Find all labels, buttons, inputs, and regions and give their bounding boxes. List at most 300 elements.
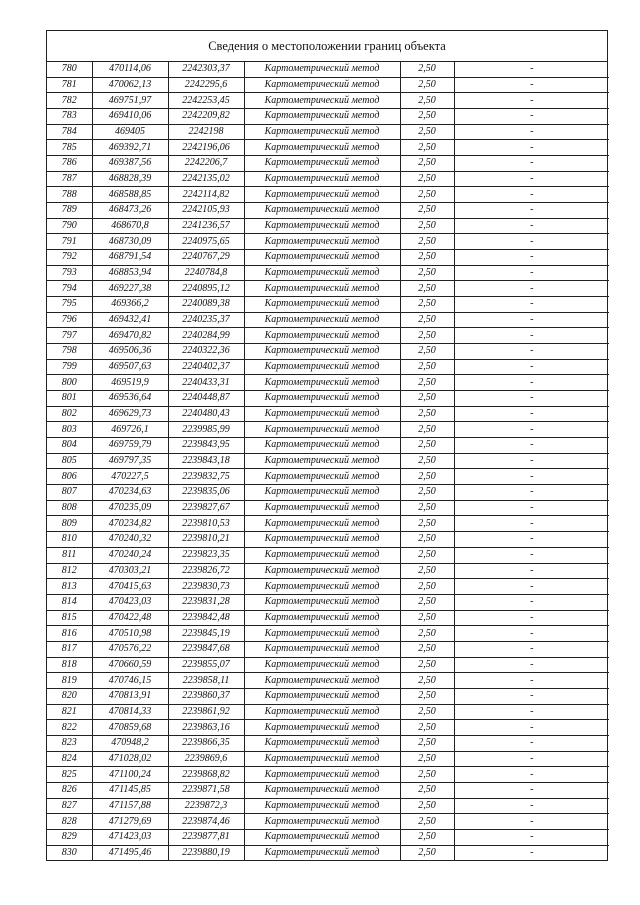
point-number-cell: 815 xyxy=(47,610,92,626)
y-coordinate-cell: 2239877,81 xyxy=(168,829,244,845)
point-number-cell: 799 xyxy=(47,359,92,375)
coordinates-table-body xyxy=(47,62,609,860)
point-number-cell: 806 xyxy=(47,469,92,485)
method-cell: Картометрический метод xyxy=(244,845,400,860)
accuracy-cell: 2,50 xyxy=(400,516,454,532)
accuracy-cell: 2,50 xyxy=(400,93,454,109)
method-cell: Картометрический метод xyxy=(244,563,400,579)
table-row xyxy=(47,782,609,798)
point-number-cell: 787 xyxy=(47,171,92,187)
description-cell: - xyxy=(454,359,609,375)
point-number-cell: 792 xyxy=(47,250,92,266)
accuracy-cell: 2,50 xyxy=(400,735,454,751)
description-cell: - xyxy=(454,563,609,579)
y-coordinate-cell: 2239855,07 xyxy=(168,657,244,673)
x-coordinate-cell: 470746,15 xyxy=(92,673,168,689)
point-number-cell: 814 xyxy=(47,594,92,610)
table-row xyxy=(47,626,609,642)
y-coordinate-cell: 2240480,43 xyxy=(168,406,244,422)
table-row xyxy=(47,281,609,297)
description-cell: - xyxy=(454,751,609,767)
x-coordinate-cell: 470227,5 xyxy=(92,469,168,485)
x-coordinate-cell: 471157,88 xyxy=(92,798,168,814)
accuracy-cell: 2,50 xyxy=(400,140,454,156)
table-row xyxy=(47,829,609,845)
accuracy-cell: 2,50 xyxy=(400,469,454,485)
y-coordinate-cell: 2242253,45 xyxy=(168,93,244,109)
point-number-cell: 827 xyxy=(47,798,92,814)
method-cell: Картометрический метод xyxy=(244,657,400,673)
table-row xyxy=(47,704,609,720)
x-coordinate-cell: 471423,03 xyxy=(92,829,168,845)
table-row xyxy=(47,688,609,704)
accuracy-cell: 2,50 xyxy=(400,375,454,391)
x-coordinate-cell: 468853,94 xyxy=(92,265,168,281)
accuracy-cell: 2,50 xyxy=(400,344,454,360)
point-number-cell: 821 xyxy=(47,704,92,720)
point-number-cell: 811 xyxy=(47,547,92,563)
description-cell: - xyxy=(454,814,609,830)
x-coordinate-cell: 469726,1 xyxy=(92,422,168,438)
y-coordinate-cell: 2239845,19 xyxy=(168,626,244,642)
point-number-cell: 788 xyxy=(47,187,92,203)
x-coordinate-cell: 470813,91 xyxy=(92,688,168,704)
description-cell: - xyxy=(454,344,609,360)
point-number-cell: 780 xyxy=(47,62,92,77)
y-coordinate-cell: 2239847,68 xyxy=(168,641,244,657)
point-number-cell: 789 xyxy=(47,203,92,219)
description-cell: - xyxy=(454,532,609,548)
y-coordinate-cell: 2240433,31 xyxy=(168,375,244,391)
accuracy-cell: 2,50 xyxy=(400,814,454,830)
table-row xyxy=(47,673,609,689)
point-number-cell: 802 xyxy=(47,406,92,422)
y-coordinate-cell: 2239985,99 xyxy=(168,422,244,438)
description-cell: - xyxy=(454,610,609,626)
accuracy-cell: 2,50 xyxy=(400,203,454,219)
table-title: Сведения о местоположении границ объекта xyxy=(47,31,607,62)
x-coordinate-cell: 469392,71 xyxy=(92,140,168,156)
accuracy-cell: 2,50 xyxy=(400,328,454,344)
point-number-cell: 794 xyxy=(47,281,92,297)
accuracy-cell: 2,50 xyxy=(400,156,454,172)
x-coordinate-cell: 468828,39 xyxy=(92,171,168,187)
description-cell: - xyxy=(454,265,609,281)
method-cell: Картометрический метод xyxy=(244,171,400,187)
y-coordinate-cell: 2239868,82 xyxy=(168,767,244,783)
y-coordinate-cell: 2242196,06 xyxy=(168,140,244,156)
description-cell: - xyxy=(454,250,609,266)
point-number-cell: 820 xyxy=(47,688,92,704)
accuracy-cell: 2,50 xyxy=(400,297,454,313)
point-number-cell: 800 xyxy=(47,375,92,391)
accuracy-cell: 2,50 xyxy=(400,438,454,454)
accuracy-cell: 2,50 xyxy=(400,312,454,328)
description-cell: - xyxy=(454,438,609,454)
y-coordinate-cell: 2240895,12 xyxy=(168,281,244,297)
y-coordinate-cell: 2239827,67 xyxy=(168,500,244,516)
method-cell: Картометрический метод xyxy=(244,720,400,736)
x-coordinate-cell: 470240,32 xyxy=(92,532,168,548)
y-coordinate-cell: 2240448,87 xyxy=(168,391,244,407)
x-coordinate-cell: 470415,63 xyxy=(92,579,168,595)
method-cell: Картометрический метод xyxy=(244,673,400,689)
table-row xyxy=(47,171,609,187)
x-coordinate-cell: 470948,2 xyxy=(92,735,168,751)
y-coordinate-cell: 2239866,35 xyxy=(168,735,244,751)
method-cell: Картометрический метод xyxy=(244,62,400,77)
y-coordinate-cell: 2242135,02 xyxy=(168,171,244,187)
description-cell: - xyxy=(454,281,609,297)
x-coordinate-cell: 471495,46 xyxy=(92,845,168,860)
method-cell: Картометрический метод xyxy=(244,704,400,720)
accuracy-cell: 2,50 xyxy=(400,485,454,501)
y-coordinate-cell: 2242114,82 xyxy=(168,187,244,203)
method-cell: Картометрический метод xyxy=(244,626,400,642)
description-cell: - xyxy=(454,767,609,783)
x-coordinate-cell: 470576,22 xyxy=(92,641,168,657)
accuracy-cell: 2,50 xyxy=(400,281,454,297)
accuracy-cell: 2,50 xyxy=(400,109,454,125)
accuracy-cell: 2,50 xyxy=(400,453,454,469)
description-cell: - xyxy=(454,641,609,657)
x-coordinate-cell: 468588,85 xyxy=(92,187,168,203)
method-cell: Картометрический метод xyxy=(244,218,400,234)
accuracy-cell: 2,50 xyxy=(400,720,454,736)
description-cell: - xyxy=(454,500,609,516)
accuracy-cell: 2,50 xyxy=(400,391,454,407)
table-row xyxy=(47,140,609,156)
method-cell: Картометрический метод xyxy=(244,453,400,469)
table-row xyxy=(47,610,609,626)
point-number-cell: 809 xyxy=(47,516,92,532)
method-cell: Картометрический метод xyxy=(244,641,400,657)
method-cell: Картометрический метод xyxy=(244,469,400,485)
table-row xyxy=(47,469,609,485)
point-number-cell: 825 xyxy=(47,767,92,783)
method-cell: Картометрический метод xyxy=(244,532,400,548)
table-row xyxy=(47,422,609,438)
point-number-cell: 805 xyxy=(47,453,92,469)
method-cell: Картометрический метод xyxy=(244,312,400,328)
table-row xyxy=(47,218,609,234)
method-cell: Картометрический метод xyxy=(244,203,400,219)
point-number-cell: 812 xyxy=(47,563,92,579)
description-cell: - xyxy=(454,516,609,532)
point-number-cell: 807 xyxy=(47,485,92,501)
table-row xyxy=(47,391,609,407)
point-number-cell: 804 xyxy=(47,438,92,454)
y-coordinate-cell: 2239835,06 xyxy=(168,485,244,501)
x-coordinate-cell: 469759,79 xyxy=(92,438,168,454)
method-cell: Картометрический метод xyxy=(244,814,400,830)
accuracy-cell: 2,50 xyxy=(400,547,454,563)
y-coordinate-cell: 2242206,7 xyxy=(168,156,244,172)
point-number-cell: 793 xyxy=(47,265,92,281)
x-coordinate-cell: 469751,97 xyxy=(92,93,168,109)
accuracy-cell: 2,50 xyxy=(400,406,454,422)
y-coordinate-cell: 2239826,72 xyxy=(168,563,244,579)
method-cell: Картометрический метод xyxy=(244,250,400,266)
y-coordinate-cell: 2239810,53 xyxy=(168,516,244,532)
x-coordinate-cell: 470303,21 xyxy=(92,563,168,579)
y-coordinate-cell: 2239861,92 xyxy=(168,704,244,720)
table-row xyxy=(47,735,609,751)
point-number-cell: 803 xyxy=(47,422,92,438)
description-cell: - xyxy=(454,688,609,704)
accuracy-cell: 2,50 xyxy=(400,798,454,814)
x-coordinate-cell: 469536,64 xyxy=(92,391,168,407)
accuracy-cell: 2,50 xyxy=(400,359,454,375)
y-coordinate-cell: 2239860,37 xyxy=(168,688,244,704)
point-number-cell: 801 xyxy=(47,391,92,407)
description-cell: - xyxy=(454,140,609,156)
table-row xyxy=(47,297,609,313)
y-coordinate-cell: 2239874,46 xyxy=(168,814,244,830)
accuracy-cell: 2,50 xyxy=(400,171,454,187)
description-cell: - xyxy=(454,782,609,798)
description-cell: - xyxy=(454,156,609,172)
description-cell: - xyxy=(454,720,609,736)
description-cell: - xyxy=(454,673,609,689)
method-cell: Картометрический метод xyxy=(244,735,400,751)
y-coordinate-cell: 2242209,82 xyxy=(168,109,244,125)
table-row xyxy=(47,77,609,93)
table-row xyxy=(47,265,609,281)
description-cell: - xyxy=(454,422,609,438)
point-number-cell: 791 xyxy=(47,234,92,250)
description-cell: - xyxy=(454,406,609,422)
accuracy-cell: 2,50 xyxy=(400,218,454,234)
x-coordinate-cell: 469797,35 xyxy=(92,453,168,469)
table-row xyxy=(47,579,609,595)
x-coordinate-cell: 470240,24 xyxy=(92,547,168,563)
method-cell: Картометрический метод xyxy=(244,77,400,93)
description-cell: - xyxy=(454,547,609,563)
accuracy-cell: 2,50 xyxy=(400,767,454,783)
accuracy-cell: 2,50 xyxy=(400,751,454,767)
accuracy-cell: 2,50 xyxy=(400,62,454,77)
accuracy-cell: 2,50 xyxy=(400,563,454,579)
x-coordinate-cell: 471279,69 xyxy=(92,814,168,830)
point-number-cell: 829 xyxy=(47,829,92,845)
description-cell: - xyxy=(454,218,609,234)
point-number-cell: 826 xyxy=(47,782,92,798)
method-cell: Картометрический метод xyxy=(244,109,400,125)
accuracy-cell: 2,50 xyxy=(400,265,454,281)
method-cell: Картометрический метод xyxy=(244,547,400,563)
accuracy-cell: 2,50 xyxy=(400,594,454,610)
method-cell: Картометрический метод xyxy=(244,610,400,626)
method-cell: Картометрический метод xyxy=(244,297,400,313)
x-coordinate-cell: 470423,03 xyxy=(92,594,168,610)
table-row xyxy=(47,406,609,422)
accuracy-cell: 2,50 xyxy=(400,124,454,140)
point-number-cell: 816 xyxy=(47,626,92,642)
x-coordinate-cell: 469507,63 xyxy=(92,359,168,375)
table-row xyxy=(47,62,609,77)
point-number-cell: 782 xyxy=(47,93,92,109)
point-number-cell: 781 xyxy=(47,77,92,93)
description-cell: - xyxy=(454,62,609,77)
method-cell: Картометрический метод xyxy=(244,767,400,783)
table-row xyxy=(47,187,609,203)
point-number-cell: 790 xyxy=(47,218,92,234)
description-cell: - xyxy=(454,391,609,407)
description-cell: - xyxy=(454,798,609,814)
method-cell: Картометрический метод xyxy=(244,485,400,501)
y-coordinate-cell: 2240235,37 xyxy=(168,312,244,328)
point-number-cell: 785 xyxy=(47,140,92,156)
y-coordinate-cell: 2239831,28 xyxy=(168,594,244,610)
point-number-cell: 819 xyxy=(47,673,92,689)
table-row xyxy=(47,485,609,501)
x-coordinate-cell: 470859,68 xyxy=(92,720,168,736)
table-row xyxy=(47,359,609,375)
x-coordinate-cell: 470062,13 xyxy=(92,77,168,93)
y-coordinate-cell: 2239871,58 xyxy=(168,782,244,798)
point-number-cell: 784 xyxy=(47,124,92,140)
y-coordinate-cell: 2242303,37 xyxy=(168,62,244,77)
description-cell: - xyxy=(454,187,609,203)
point-number-cell: 813 xyxy=(47,579,92,595)
method-cell: Картометрический метод xyxy=(244,281,400,297)
x-coordinate-cell: 469470,82 xyxy=(92,328,168,344)
description-cell: - xyxy=(454,93,609,109)
description-cell: - xyxy=(454,234,609,250)
y-coordinate-cell: 2239872,3 xyxy=(168,798,244,814)
point-number-cell: 818 xyxy=(47,657,92,673)
table-row xyxy=(47,641,609,657)
method-cell: Картометрический метод xyxy=(244,344,400,360)
y-coordinate-cell: 2239832,75 xyxy=(168,469,244,485)
method-cell: Картометрический метод xyxy=(244,500,400,516)
y-coordinate-cell: 2239880,19 xyxy=(168,845,244,860)
table-row xyxy=(47,438,609,454)
description-cell: - xyxy=(454,124,609,140)
method-cell: Картометрический метод xyxy=(244,140,400,156)
y-coordinate-cell: 2239823,35 xyxy=(168,547,244,563)
y-coordinate-cell: 2242295,6 xyxy=(168,77,244,93)
method-cell: Картометрический метод xyxy=(244,594,400,610)
accuracy-cell: 2,50 xyxy=(400,579,454,595)
x-coordinate-cell: 469629,73 xyxy=(92,406,168,422)
x-coordinate-cell: 470814,33 xyxy=(92,704,168,720)
table-row xyxy=(47,516,609,532)
method-cell: Картометрический метод xyxy=(244,438,400,454)
x-coordinate-cell: 468730,09 xyxy=(92,234,168,250)
accuracy-cell: 2,50 xyxy=(400,845,454,860)
accuracy-cell: 2,50 xyxy=(400,610,454,626)
method-cell: Картометрический метод xyxy=(244,782,400,798)
method-cell: Картометрический метод xyxy=(244,328,400,344)
table-row xyxy=(47,453,609,469)
table-row xyxy=(47,845,609,860)
table-row xyxy=(47,594,609,610)
x-coordinate-cell: 471145,85 xyxy=(92,782,168,798)
point-number-cell: 824 xyxy=(47,751,92,767)
table-row xyxy=(47,234,609,250)
accuracy-cell: 2,50 xyxy=(400,422,454,438)
y-coordinate-cell: 2239810,21 xyxy=(168,532,244,548)
accuracy-cell: 2,50 xyxy=(400,704,454,720)
description-cell: - xyxy=(454,829,609,845)
description-cell: - xyxy=(454,579,609,595)
x-coordinate-cell: 469405 xyxy=(92,124,168,140)
x-coordinate-cell: 468670,8 xyxy=(92,218,168,234)
x-coordinate-cell: 468473,26 xyxy=(92,203,168,219)
table-row xyxy=(47,751,609,767)
x-coordinate-cell: 470422,48 xyxy=(92,610,168,626)
accuracy-cell: 2,50 xyxy=(400,250,454,266)
table-row xyxy=(47,328,609,344)
method-cell: Картометрический метод xyxy=(244,124,400,140)
x-coordinate-cell: 469519,9 xyxy=(92,375,168,391)
x-coordinate-cell: 470510,98 xyxy=(92,626,168,642)
method-cell: Картометрический метод xyxy=(244,751,400,767)
description-cell: - xyxy=(454,375,609,391)
coordinates-table xyxy=(47,62,609,860)
accuracy-cell: 2,50 xyxy=(400,657,454,673)
description-cell: - xyxy=(454,77,609,93)
point-number-cell: 783 xyxy=(47,109,92,125)
point-number-cell: 822 xyxy=(47,720,92,736)
x-coordinate-cell: 471028,02 xyxy=(92,751,168,767)
accuracy-cell: 2,50 xyxy=(400,641,454,657)
method-cell: Картометрический метод xyxy=(244,359,400,375)
x-coordinate-cell: 469366,2 xyxy=(92,297,168,313)
description-cell: - xyxy=(530,846,534,858)
description-cell: - xyxy=(454,485,609,501)
point-number-cell: 808 xyxy=(47,500,92,516)
y-coordinate-cell: 2241236,57 xyxy=(168,218,244,234)
description-cell: - xyxy=(454,312,609,328)
x-coordinate-cell: 470660,59 xyxy=(92,657,168,673)
point-number-cell: 797 xyxy=(47,328,92,344)
x-coordinate-cell: 469432,41 xyxy=(92,312,168,328)
point-number-cell: 810 xyxy=(47,532,92,548)
table-row xyxy=(47,720,609,736)
y-coordinate-cell: 2240284,99 xyxy=(168,328,244,344)
description-cell: - xyxy=(454,657,609,673)
description-cell: - xyxy=(454,297,609,313)
table-row xyxy=(47,532,609,548)
y-coordinate-cell: 2239842,48 xyxy=(168,610,244,626)
method-cell: Картометрический метод xyxy=(244,93,400,109)
accuracy-cell: 2,50 xyxy=(400,688,454,704)
point-number-cell: 795 xyxy=(47,297,92,313)
y-coordinate-cell: 2239830,73 xyxy=(168,579,244,595)
table-row xyxy=(47,109,609,125)
x-coordinate-cell: 470114,06 xyxy=(92,62,168,77)
point-number-cell: 796 xyxy=(47,312,92,328)
y-coordinate-cell: 2240322,36 xyxy=(168,344,244,360)
x-coordinate-cell: 471100,24 xyxy=(92,767,168,783)
method-cell: Картометрический метод xyxy=(244,516,400,532)
table-row xyxy=(47,500,609,516)
table-row xyxy=(47,344,609,360)
y-coordinate-cell: 2240402,37 xyxy=(168,359,244,375)
table-row xyxy=(47,312,609,328)
point-number-cell: 830 xyxy=(47,845,92,860)
accuracy-cell: 2,50 xyxy=(400,234,454,250)
accuracy-cell: 2,50 xyxy=(400,782,454,798)
point-number-cell: 798 xyxy=(47,344,92,360)
description-cell: - xyxy=(454,704,609,720)
y-coordinate-cell: 2239863,16 xyxy=(168,720,244,736)
description-cell: - xyxy=(454,203,609,219)
description-cell: - xyxy=(454,594,609,610)
